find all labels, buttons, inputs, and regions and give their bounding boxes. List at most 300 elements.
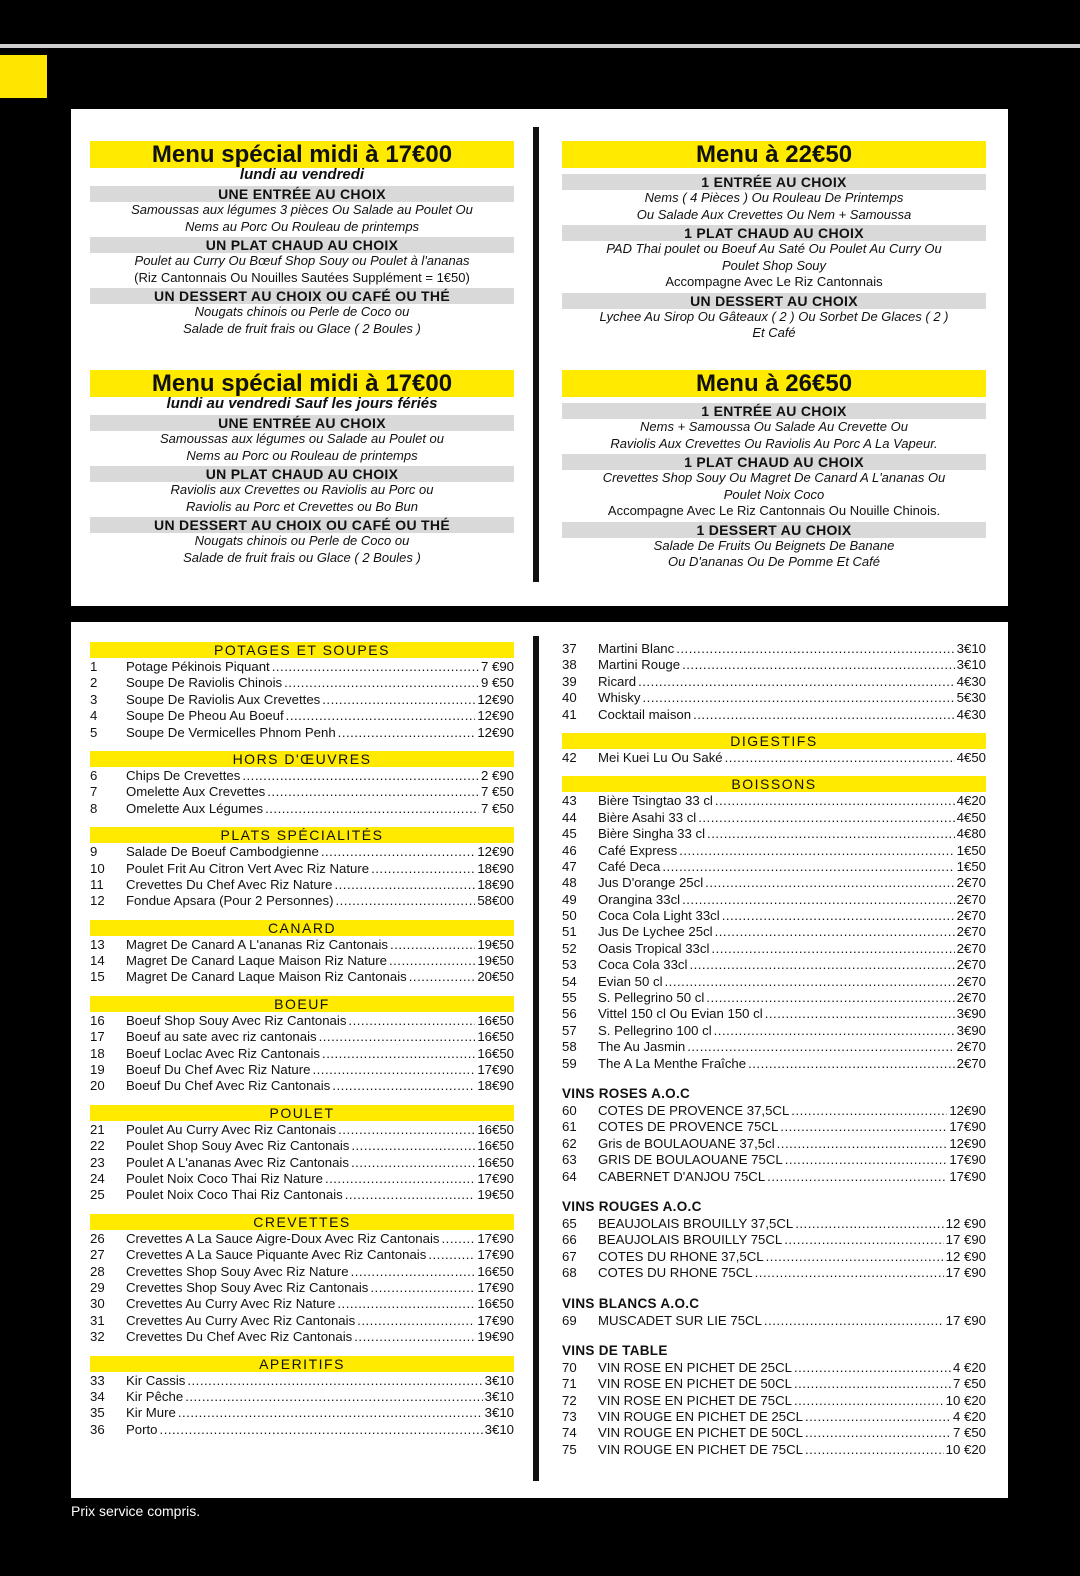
- course-heading: UN DESSERT AU CHOIX OU CAFÉ OU THÉ: [90, 517, 514, 533]
- item-name: Coca Cola Light 33cl: [598, 908, 720, 924]
- menu-item: [562, 1216, 986, 1232]
- menu-item: [562, 843, 986, 859]
- item-price: 4€30: [956, 673, 986, 689]
- dot-leader: [707, 826, 955, 842]
- item-name: VIN ROSE EN PICHET DE 25CL: [598, 1359, 792, 1375]
- course-heading: UN DESSERT AU CHOIX OU CAFÉ OU THÉ: [90, 288, 514, 304]
- item-number: 12: [90, 893, 105, 909]
- item-name: Crevettes Du Chef Avec Riz Cantonais: [126, 1329, 353, 1345]
- dot-leader: [351, 1155, 475, 1171]
- item-name: Poulet Au Curry Avec Riz Cantonais: [126, 1121, 337, 1137]
- item-price: 2€70: [956, 957, 986, 973]
- dot-leader: [766, 1249, 944, 1265]
- item-price: 3€90: [956, 1006, 986, 1022]
- menu-item: [562, 1039, 986, 1055]
- item-price: 7 €50: [952, 1376, 986, 1392]
- item-number: 59: [562, 1055, 577, 1071]
- item-price: 17€90: [477, 1230, 514, 1246]
- item-number: 13: [90, 936, 105, 952]
- item-name: Café Deca: [598, 858, 661, 874]
- dot-leader: [185, 1389, 482, 1405]
- item-price: 18€90: [477, 860, 514, 876]
- item-name: Crevettes A La Sauce Piquante Avec Riz Cantonais: [126, 1247, 427, 1263]
- menu-item: [90, 1155, 514, 1171]
- dot-leader: [267, 784, 479, 800]
- dot-leader: [371, 861, 475, 877]
- dot-leader: [321, 844, 476, 860]
- item-price: 2€70: [956, 875, 986, 891]
- item-number: 64: [562, 1168, 577, 1184]
- item-number: 45: [562, 826, 577, 842]
- menu-item: [562, 1425, 986, 1441]
- item-number: 32: [90, 1329, 105, 1345]
- item-price: 16€50: [477, 1154, 514, 1170]
- dot-leader: [791, 1103, 947, 1119]
- course-option-line: Accompagne Avec Le Riz Cantonnais: [665, 274, 883, 289]
- item-price: 17 €90: [945, 1232, 986, 1248]
- dot-leader: [748, 1056, 955, 1072]
- course-option-line: Poulet Shop Souy: [721, 257, 827, 273]
- dot-leader: [767, 1169, 947, 1185]
- item-number: 42: [562, 749, 577, 765]
- item-price: 2€70: [956, 990, 986, 1006]
- item-name: Soupe De Vermicelles Phnom Penh: [126, 724, 336, 740]
- item-price: 7 €50: [480, 784, 514, 800]
- dot-leader: [160, 1422, 483, 1438]
- item-price: 16€50: [477, 1045, 514, 1061]
- dot-leader: [795, 1216, 943, 1232]
- carte-left-column: [90, 642, 514, 1438]
- item-name: Magret De Canard Laque Maison Riz Cantonais: [126, 969, 407, 985]
- item-name: Poulet A L'ananas Avec Riz Cantonais: [126, 1154, 349, 1170]
- menu-item: [562, 974, 986, 990]
- dot-leader: [705, 875, 955, 891]
- item-price: 7 €90: [480, 659, 514, 674]
- menu-item: [562, 1409, 986, 1425]
- course-option-line: Salade de fruit frais ou Glace ( 2 Boules ): [183, 549, 421, 565]
- item-name: VIN ROUGE EN PICHET DE 75CL: [598, 1441, 803, 1457]
- item-name: COTES DU RHONE 75CL: [598, 1265, 753, 1281]
- item-number: 9: [90, 844, 98, 860]
- item-price: 19€50: [477, 1187, 514, 1203]
- course-option-line: Poulet au Curry Ou Bœuf Shop Souy ou Poulet à l'ananas: [134, 253, 470, 268]
- item-name: Poulet Shop Souy Avec Riz Cantonais: [126, 1138, 350, 1154]
- item-price: 3€10: [484, 1421, 514, 1437]
- dot-leader: [442, 1231, 476, 1247]
- menu-item: [562, 1023, 986, 1039]
- dot-leader: [370, 1280, 475, 1296]
- item-name: Fondue Apsara (Pour 2 Personnes): [126, 893, 334, 909]
- dot-leader: [805, 1425, 951, 1441]
- item-name: Vittel 150 cl Ou Evian 150 cl: [598, 1006, 763, 1022]
- item-number: 27: [90, 1247, 105, 1263]
- item-number: 69: [562, 1312, 577, 1328]
- menu-item: [562, 641, 986, 657]
- menu-item: [90, 1247, 514, 1263]
- item-number: 63: [562, 1152, 577, 1168]
- menu-item: [562, 1119, 986, 1135]
- menu-item: [90, 1405, 514, 1421]
- course-option-line: Ou D'ananas Ou De Pomme Et Café: [667, 554, 881, 569]
- menu-item: [562, 1152, 986, 1168]
- item-price: 3€10: [484, 1388, 514, 1404]
- dot-leader: [428, 1247, 475, 1263]
- menu-item: [90, 675, 514, 691]
- item-number: 2: [90, 675, 98, 691]
- menu-item: [562, 1136, 986, 1152]
- item-name: Martini Blanc: [598, 641, 675, 656]
- course-heading: 1 ENTRÉE AU CHOIX: [562, 174, 986, 190]
- set-menus-panel: [71, 109, 1008, 606]
- set-menu: [90, 370, 514, 566]
- item-name: Crevettes Shop Souy Avec Riz Cantonais: [126, 1279, 369, 1295]
- item-number: 28: [90, 1263, 105, 1279]
- item-price: 3€10: [484, 1372, 514, 1388]
- dot-leader: [390, 937, 475, 953]
- item-name: Jus D'orange 25cl: [598, 875, 704, 891]
- dot-leader: [322, 1046, 475, 1062]
- wine-category-heading: VINS ROUGES A.O.C: [562, 1198, 702, 1214]
- item-name: Crevettes Au Curry Avec Riz Nature: [126, 1296, 336, 1312]
- dot-leader: [389, 953, 475, 969]
- item-number: 30: [90, 1296, 105, 1312]
- item-number: 52: [562, 940, 577, 956]
- menu-item: [90, 844, 514, 860]
- item-price: 16€50: [477, 1029, 514, 1045]
- item-number: 49: [562, 891, 577, 907]
- item-name: VIN ROSE EN PICHET DE 50CL: [598, 1376, 792, 1392]
- menu-item: [90, 1138, 514, 1154]
- item-name: Soupe De Raviolis Chinois: [126, 675, 283, 691]
- menu-item: [562, 750, 986, 766]
- item-number: 58: [562, 1039, 577, 1055]
- item-price: 17€90: [477, 1247, 514, 1263]
- item-price: 17 €90: [945, 1312, 986, 1328]
- item-price: 17€90: [477, 1312, 514, 1328]
- item-number: 34: [90, 1388, 105, 1404]
- item-number: 65: [562, 1215, 577, 1231]
- item-price: 2€70: [956, 908, 986, 924]
- item-price: 2€70: [956, 973, 986, 989]
- menu-subtitle: lundi au vendredi: [239, 166, 365, 183]
- category-heading: BOEUF: [90, 996, 514, 1012]
- set-menu: [90, 141, 514, 337]
- item-number: 36: [90, 1421, 105, 1437]
- menu-item: [90, 1231, 514, 1247]
- menu-item: [562, 875, 986, 891]
- dot-leader: [785, 1152, 948, 1168]
- dot-leader: [638, 674, 955, 690]
- item-number: 73: [562, 1409, 577, 1425]
- item-number: 17: [90, 1029, 105, 1045]
- dot-leader: [725, 750, 955, 766]
- dot-leader: [794, 1360, 951, 1376]
- dot-leader: [178, 1405, 483, 1421]
- menu-item: [90, 893, 514, 909]
- dot-leader: [687, 1039, 954, 1055]
- item-number: 25: [90, 1187, 105, 1203]
- dot-leader: [284, 675, 479, 691]
- dot-leader: [242, 768, 479, 784]
- menu-item: [562, 690, 986, 706]
- item-name: Evian 50 cl: [598, 973, 663, 989]
- item-price: 17 €90: [945, 1265, 986, 1281]
- item-name: COTES DE PROVENCE 37,5CL: [598, 1102, 790, 1118]
- item-name: Kir Pêche: [126, 1388, 184, 1404]
- item-name: Boeuf Du Chef Avec Riz Nature: [126, 1062, 311, 1078]
- item-name: Omelette Aux Légumes: [126, 800, 264, 816]
- item-price: 4€80: [956, 826, 986, 842]
- item-name: Bière Singha 33 cl: [598, 826, 706, 842]
- dot-leader: [338, 725, 476, 741]
- item-name: Soupe De Pheou Au Boeuf: [126, 708, 284, 724]
- item-price: 7 €50: [952, 1425, 986, 1441]
- item-name: The A La Menthe Fraîche: [598, 1055, 747, 1071]
- item-number: 72: [562, 1392, 577, 1408]
- dot-leader: [272, 659, 479, 675]
- dot-leader: [805, 1409, 951, 1425]
- menu-item: [562, 793, 986, 809]
- course-option-line: Nougats chinois ou Perle de Coco ou: [194, 304, 410, 319]
- item-name: S. Pellegrino 100 cl: [598, 1022, 712, 1038]
- item-price: 9 €50: [480, 675, 514, 691]
- item-name: Kir Cassis: [126, 1372, 186, 1388]
- item-number: 44: [562, 809, 577, 825]
- item-name: Coca Cola 33cl: [598, 957, 688, 973]
- item-number: 3: [90, 691, 98, 707]
- item-name: BEAUJOLAIS BROUILLY 37,5CL: [598, 1215, 794, 1231]
- dot-leader: [706, 990, 954, 1006]
- item-price: 12€90: [477, 724, 514, 740]
- item-number: 11: [90, 876, 104, 892]
- item-name: Porto: [126, 1421, 158, 1437]
- dot-leader: [794, 1376, 951, 1392]
- dot-leader: [319, 1029, 476, 1045]
- course-option-line: Poulet Noix Coco: [723, 486, 825, 502]
- item-price: 12€90: [949, 1102, 986, 1118]
- item-name: Boeuf Du Chef Avec Riz Cantonais: [126, 1078, 331, 1094]
- item-number: 35: [90, 1405, 105, 1421]
- top-rule: [0, 44, 1080, 48]
- item-price: 3€10: [956, 657, 986, 673]
- menu-item: [562, 1249, 986, 1265]
- category-heading: PLATS SPÉCIALITÉS: [90, 827, 514, 843]
- category-heading: APERITIFS: [90, 1356, 514, 1372]
- menu-item: [90, 801, 514, 817]
- menu-item: [562, 1006, 986, 1022]
- dot-leader: [265, 801, 479, 817]
- item-name: COTES DU RHONE 37,5CL: [598, 1248, 764, 1264]
- item-name: Martini Rouge: [598, 657, 681, 673]
- course-option-line: Ou Salade Aux Crevettes Ou Nem + Samoussa: [636, 206, 912, 222]
- item-price: 17€90: [477, 1062, 514, 1078]
- course-heading: 1 DESSERT AU CHOIX: [562, 522, 986, 538]
- dot-leader: [338, 1122, 475, 1138]
- item-number: 71: [562, 1376, 577, 1392]
- menu-item: [562, 826, 986, 842]
- item-price: 18€90: [477, 876, 514, 892]
- menu-item: [90, 1122, 514, 1138]
- item-number: 56: [562, 1006, 577, 1022]
- wine-category-heading: VINS ROSES A.O.C: [562, 1085, 691, 1101]
- course-option-line: Samoussas aux légumes ou Salade au Poulet ou: [159, 431, 445, 446]
- item-name: Magret De Canard A L'ananas Riz Cantonais: [126, 936, 389, 952]
- menu-item: [562, 1393, 986, 1409]
- menu-item: [90, 861, 514, 877]
- dot-leader: [711, 941, 954, 957]
- item-price: 12 €90: [945, 1248, 986, 1264]
- dot-leader: [357, 1313, 475, 1329]
- menu-subtitle: lundi au vendredi Sauf les jours fériés: [166, 395, 438, 412]
- item-number: 54: [562, 973, 577, 989]
- menu-item: [90, 692, 514, 708]
- item-name: Orangina 33cl: [598, 891, 681, 907]
- item-name: Magret De Canard Laque Maison Riz Nature: [126, 953, 387, 969]
- dot-leader: [348, 1013, 475, 1029]
- item-price: 18€90: [477, 1078, 514, 1094]
- item-price: 10 €20: [945, 1392, 986, 1408]
- dot-leader: [665, 974, 955, 990]
- item-number: 55: [562, 990, 577, 1006]
- dot-leader: [337, 1296, 475, 1312]
- item-name: Oasis Tropical 33cl: [598, 940, 710, 956]
- dot-leader: [286, 708, 476, 724]
- course-option-line: Nems au Porc Ou Rouleau de printemps: [184, 218, 420, 234]
- item-name: Boeuf au sate avec riz cantonais: [126, 1029, 317, 1045]
- item-price: 58€00: [477, 893, 514, 909]
- item-number: 68: [562, 1265, 577, 1281]
- course-heading: UNE ENTRÉE AU CHOIX: [90, 186, 514, 202]
- item-price: 2€70: [956, 940, 986, 956]
- dot-leader: [715, 924, 955, 940]
- dot-leader: [332, 1078, 475, 1094]
- menu-spacer: [562, 168, 986, 172]
- item-name: Crevettes A La Sauce Aigre-Doux Avec Riz Cantonais: [126, 1230, 440, 1246]
- item-name: VIN ROUGE EN PICHET DE 50CL: [598, 1425, 803, 1441]
- item-name: Mei Kuei Lu Ou Saké: [598, 749, 723, 765]
- item-number: 5: [90, 724, 98, 740]
- item-number: 53: [562, 957, 577, 973]
- item-name: MUSCADET SUR LIE 75CL: [598, 1312, 762, 1328]
- item-price: 2€70: [956, 891, 986, 907]
- menu-item: [90, 1046, 514, 1062]
- item-price: 12 €90: [945, 1215, 986, 1231]
- course-option-line: (Riz Cantonnais Ou Nouilles Sautées Supplément = 1€50): [134, 269, 470, 285]
- item-number: 62: [562, 1135, 577, 1151]
- menu-item: [90, 1373, 514, 1389]
- item-name: Boeuf Shop Souy Avec Riz Cantonais: [126, 1012, 347, 1028]
- carte-right-column: [562, 641, 986, 1458]
- course-heading: UN PLAT CHAUD AU CHOIX: [90, 237, 514, 253]
- item-price: 4 €20: [952, 1409, 986, 1425]
- item-name: Crevettes Au Curry Avec Riz Cantonais: [126, 1312, 356, 1328]
- item-price: 7 €50: [480, 800, 514, 816]
- item-name: Boeuf Loclac Avec Riz Cantonais: [126, 1045, 321, 1061]
- course-option-line: Crevettes Shop Souy Ou Magret De Canard A L'ananas Ou: [602, 470, 946, 485]
- course-option-line: Nougats chinois ou Perle de Coco ou: [194, 533, 410, 548]
- dot-leader: [643, 690, 955, 706]
- item-number: 66: [562, 1232, 577, 1248]
- menu-item: [562, 707, 986, 723]
- item-number: 20: [90, 1078, 105, 1094]
- wine-category-heading: VINS BLANCS A.O.C: [562, 1295, 700, 1311]
- category-heading: CREVETTES: [90, 1214, 514, 1230]
- dot-leader: [676, 641, 954, 657]
- menu-spacer: [562, 397, 986, 401]
- corner-accent: [0, 55, 47, 98]
- course-option-line: Samoussas aux légumes 3 pièces Ou Salade au Poulet Ou: [131, 202, 473, 217]
- dot-leader: [409, 969, 476, 985]
- course-option-line: Raviolis Aux Crevettes Ou Raviolis Au Porc A La Vapeur.: [610, 435, 938, 451]
- dot-leader: [693, 707, 955, 723]
- item-price: 2€70: [956, 1039, 986, 1055]
- footer-note: Prix service compris.: [71, 1503, 201, 1519]
- item-price: 4€50: [956, 809, 986, 825]
- item-price: 17€90: [477, 1170, 514, 1186]
- dot-leader: [325, 1171, 475, 1187]
- item-price: 2€70: [956, 924, 986, 940]
- item-name: The Au Jasmin: [598, 1039, 686, 1055]
- item-price: 3€10: [484, 1405, 514, 1421]
- item-number: 16: [90, 1012, 105, 1028]
- menu-item: [562, 1360, 986, 1376]
- item-number: 41: [562, 706, 577, 722]
- item-name: Soupe De Raviolis Aux Crevettes: [126, 691, 321, 707]
- dot-leader: [755, 1265, 944, 1281]
- category-heading: CANARD: [90, 920, 514, 936]
- menu-item: [562, 1376, 986, 1392]
- item-number: 50: [562, 908, 577, 924]
- item-price: 16€50: [477, 1012, 514, 1028]
- item-number: 75: [562, 1441, 577, 1457]
- item-price: 1€50: [956, 842, 986, 858]
- item-number: 43: [562, 793, 577, 809]
- item-name: Chips De Crevettes: [126, 767, 241, 783]
- item-name: Bière Tsingtao 33 cl: [598, 793, 713, 809]
- set-menu: [562, 370, 986, 571]
- menu-item: [562, 810, 986, 826]
- item-name: COTES DE PROVENCE 75CL: [598, 1119, 779, 1135]
- item-name: GRIS DE BOULAOUANE 75CL: [598, 1152, 783, 1168]
- item-number: 38: [562, 657, 577, 673]
- dot-leader: [777, 1136, 948, 1152]
- item-number: 47: [562, 858, 577, 874]
- item-price: 2 €90: [480, 767, 514, 783]
- item-name: Crevettes Shop Souy Avec Riz Nature: [126, 1263, 349, 1279]
- dot-leader: [805, 1442, 944, 1458]
- menu-title: Menu spécial midi à 17€00: [90, 370, 514, 397]
- menu-item: [90, 1013, 514, 1029]
- course-option-line: Nems ( 4 Pièces ) Ou Rouleau De Printemps: [644, 190, 904, 205]
- item-name: Kir Mure: [126, 1405, 176, 1421]
- item-price: 2€70: [956, 1055, 986, 1071]
- item-price: 12€90: [949, 1135, 986, 1151]
- item-number: 60: [562, 1102, 577, 1118]
- course-heading: UN DESSERT AU CHOIX: [562, 293, 986, 309]
- menu-item: [90, 1389, 514, 1405]
- item-price: 19€50: [477, 953, 514, 969]
- item-price: 4€20: [956, 793, 986, 809]
- menu-item: [90, 708, 514, 724]
- menu-item: [562, 941, 986, 957]
- item-name: Gris de BOULAOUANE 37,5cl: [598, 1135, 775, 1151]
- item-name: Poulet Noix Coco Thai Riz Cantonais: [126, 1187, 343, 1203]
- item-name: Café Express: [598, 842, 678, 858]
- dot-leader: [689, 957, 954, 973]
- item-number: 33: [90, 1372, 105, 1388]
- item-price: 16€50: [477, 1296, 514, 1312]
- dot-leader: [714, 1023, 955, 1039]
